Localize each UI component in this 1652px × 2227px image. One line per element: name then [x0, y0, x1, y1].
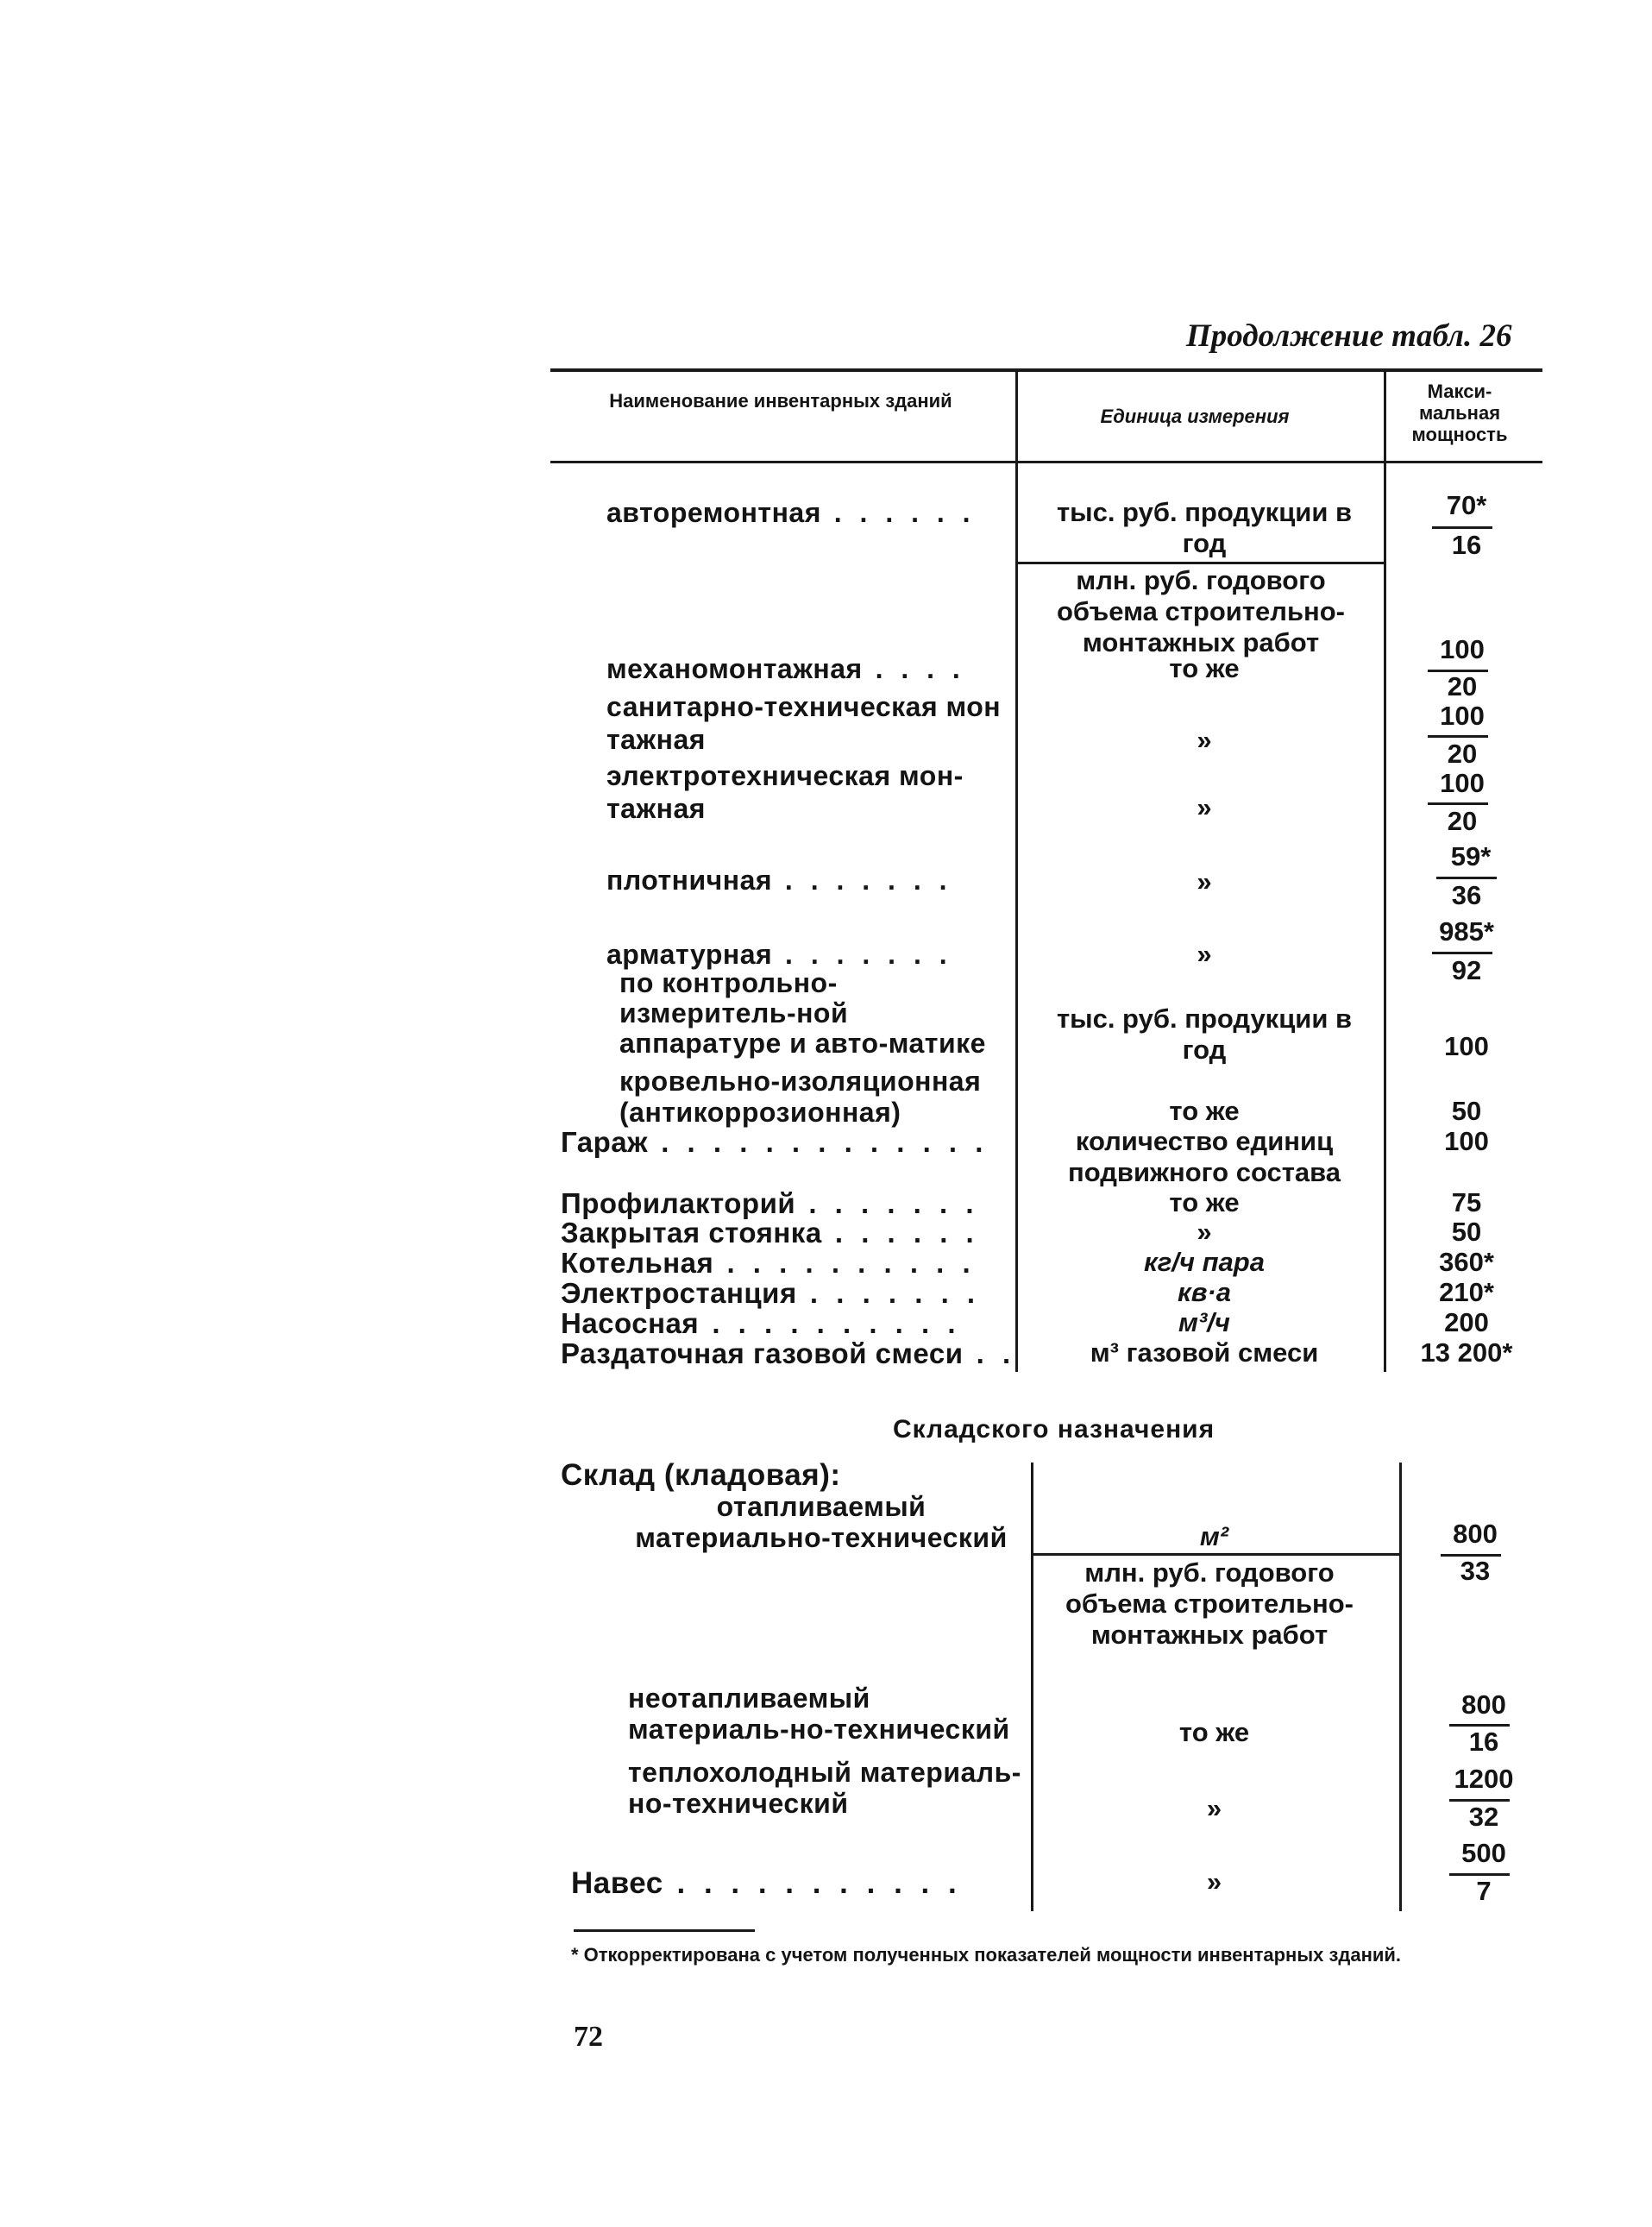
capacity-top: 500: [1461, 1838, 1506, 1868]
row-unit: м³/ч: [1178, 1307, 1230, 1337]
capacity-value: 100: [1444, 1126, 1489, 1156]
capacity-top: 985*: [1439, 916, 1494, 947]
capacity-top: 800: [1453, 1519, 1498, 1549]
header-name: Наименование инвентарных зданий: [609, 390, 952, 412]
header-unit: Единица измерения: [1100, 406, 1290, 427]
storage-group: Склад (кладовая):: [561, 1458, 841, 1492]
fraction-bar: [1428, 735, 1488, 738]
capacity-bottom: 92: [1451, 955, 1482, 985]
capacity-value: 13 200*: [1420, 1337, 1513, 1368]
row-unit: »: [1197, 939, 1212, 969]
capacity-bottom: 33: [1460, 1556, 1491, 1586]
footnote-rule: [574, 1929, 755, 1932]
row-name: Котельная . . . . . . . . . .: [561, 1247, 976, 1279]
row-name: авторемонтная . . . . . .: [606, 497, 976, 528]
row-name: отапливаемый материально-технический: [635, 1491, 1008, 1553]
capacity-value: 200: [1444, 1307, 1489, 1337]
row-unit: кв·а: [1178, 1277, 1231, 1307]
fraction-bar: [1428, 802, 1488, 805]
header-bottom-rule: [550, 461, 1542, 463]
capacity-top: 1200: [1454, 1764, 1514, 1794]
capacity-bottom: 7: [1476, 1876, 1492, 1906]
row-name: Профилакторий . . . . . . .: [561, 1187, 979, 1219]
capacity-bottom: 20: [1447, 671, 1478, 701]
row-unit: то же: [1169, 1096, 1240, 1126]
row-name: Раздаточная газовой смеси . .: [561, 1337, 1016, 1369]
fraction-bar: [1436, 877, 1497, 879]
col-divider-1: [1015, 371, 1018, 1372]
footnote: * Откорректирована с учетом полученных показателей мощности инвентарных зданий.: [571, 1944, 1402, 1966]
capacity-value: 75: [1451, 1187, 1482, 1217]
row-name: электротехническая мон-тажная: [606, 760, 964, 824]
capacity-value: 210*: [1439, 1277, 1494, 1307]
row-unit: то же: [1169, 1187, 1240, 1217]
capacity-bottom: 16: [1451, 530, 1482, 560]
table-top-rule: [550, 368, 1542, 372]
capacity-value: 360*: [1439, 1247, 1494, 1277]
row-name: по контрольно-измеритель-ной аппаратуре и авто-матике: [619, 967, 986, 1059]
row-unit: количество единиц подвижного состава: [1067, 1126, 1341, 1187]
capacity-top: 800: [1461, 1689, 1506, 1720]
row-name: санитарно-техническая мон тажная: [606, 691, 1002, 755]
capacity-bottom: 16: [1468, 1727, 1499, 1757]
fraction-bar: [1432, 952, 1492, 954]
row-unit: м³ газовой смеси: [1090, 1337, 1319, 1368]
unit-mln: млн. руб. годового объема строительно-монтажных работ: [1057, 565, 1345, 657]
row-name: механомонтажная . . . .: [606, 653, 965, 684]
capacity-bottom: 20: [1447, 806, 1478, 836]
row-name: плотничная . . . . . . .: [606, 865, 952, 896]
row-name: Электростанция . . . . . . .: [561, 1277, 981, 1309]
row-unit: »: [1206, 1866, 1222, 1897]
unit-divider: [1033, 1553, 1399, 1556]
col-divider-2: [1384, 371, 1386, 1372]
row-unit: м²: [1199, 1521, 1229, 1551]
row-unit: то же: [1169, 653, 1240, 683]
capacity-bottom: 32: [1468, 1802, 1499, 1832]
row-name: Насосная . . . . . . . . . .: [561, 1307, 961, 1339]
row-unit: »: [1197, 1217, 1212, 1247]
row-name: кровельно-изоляционная (антикоррозионная): [619, 1066, 982, 1128]
capacity-top: 100: [1440, 768, 1485, 798]
row-name: неотапливаемый материаль-но-технический: [628, 1683, 1010, 1745]
row-name: арматурная . . . . . . .: [606, 939, 952, 970]
header-capacity: Макси-мальная мощность: [1411, 381, 1508, 445]
row-unit: тыс. руб. продукции в год: [1056, 1003, 1353, 1065]
fraction-bar: [1432, 526, 1492, 529]
col-divider-1-storage: [1031, 1463, 1033, 1911]
capacity-value: 100: [1444, 1031, 1489, 1061]
capacity-top: 70*: [1446, 490, 1487, 520]
row-unit: кг/ч пара: [1144, 1247, 1265, 1277]
capacity-value: 50: [1451, 1096, 1482, 1126]
capacity-top: 100: [1440, 634, 1485, 664]
page-number: 72: [574, 2021, 603, 2053]
row-name: Закрытая стоянка . . . . . .: [561, 1217, 979, 1249]
capacity-top: 59*: [1450, 841, 1492, 871]
row-unit-secondary: млн. руб. годового объема строительно-монтажных работ: [1065, 1557, 1354, 1650]
row-name: Навес . . . . . . . . . . .: [571, 1866, 962, 1900]
capacity-top: 100: [1440, 701, 1485, 731]
row-name: теплохолодный материаль-но-технический: [628, 1757, 1021, 1819]
row-unit: тыс. руб. продукции в год: [1056, 497, 1353, 558]
table-caption: Продолжение табл. 26: [1186, 318, 1512, 354]
unit-divider: [1018, 562, 1384, 564]
capacity-bottom: 36: [1451, 880, 1482, 910]
row-unit: то же: [1178, 1717, 1250, 1747]
row-unit: »: [1197, 725, 1212, 755]
row-name: Гараж . . . . . . . . . . . . .: [561, 1126, 989, 1158]
col-divider-2-storage: [1399, 1463, 1402, 1911]
capacity-bottom: 20: [1447, 739, 1478, 769]
section-title: Складского назначения: [893, 1415, 1215, 1444]
row-unit: »: [1206, 1793, 1222, 1823]
capacity-value: 50: [1451, 1217, 1482, 1247]
row-unit: »: [1197, 792, 1212, 822]
row-unit: »: [1197, 866, 1212, 896]
